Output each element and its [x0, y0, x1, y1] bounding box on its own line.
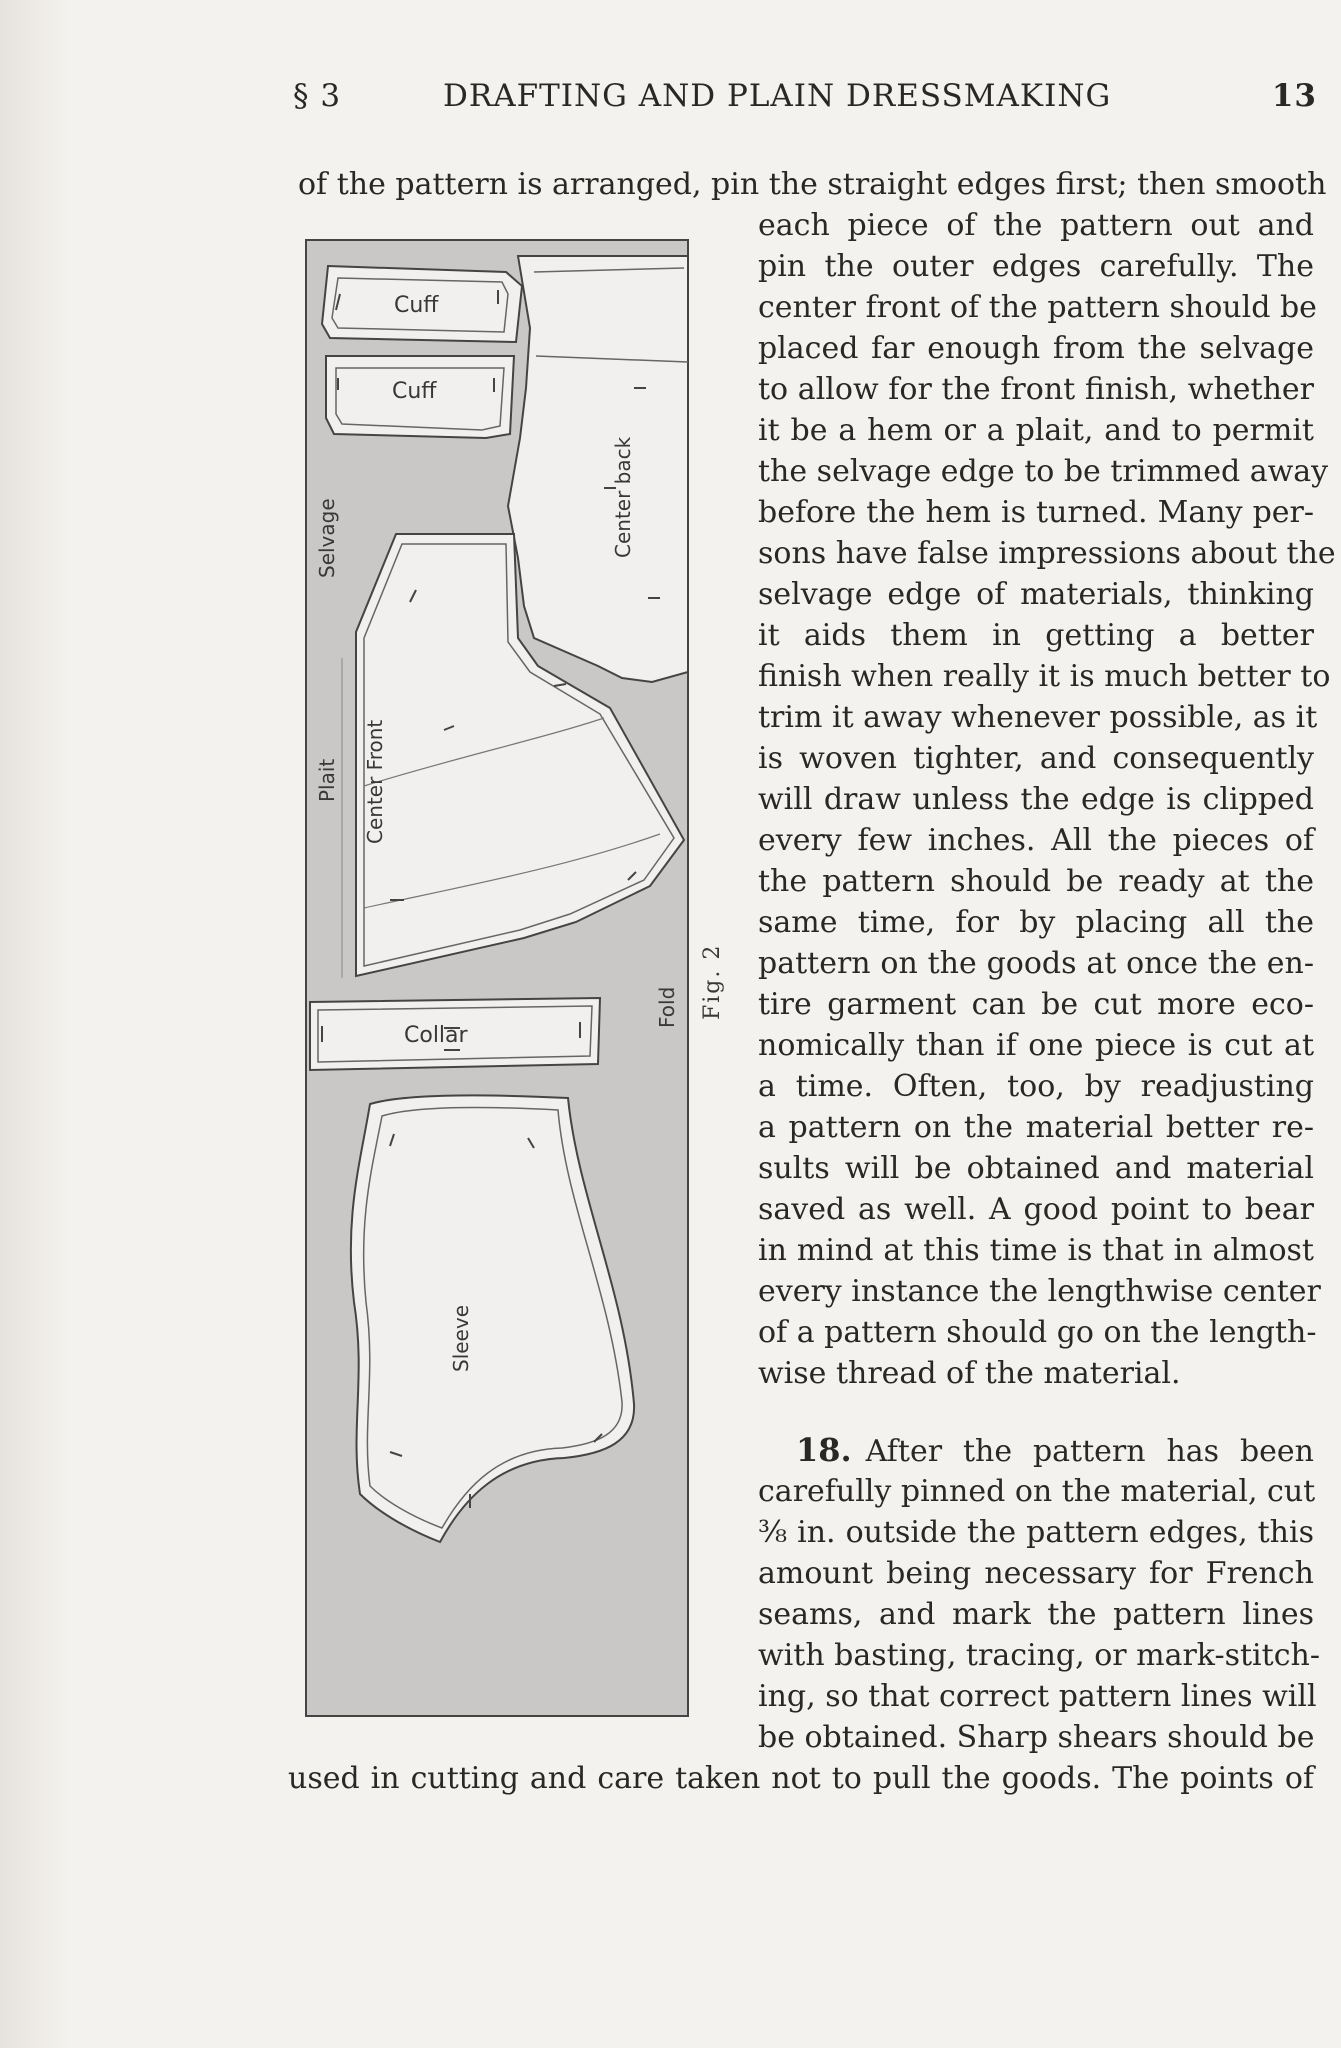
- paragraph-number: 18.: [796, 1431, 852, 1469]
- body-line-28: every instance the lengthwise center: [758, 1274, 1321, 1309]
- body-line-30: wise thread of the material.: [758, 1356, 1181, 1391]
- paragraph-18-line-2: carefully pinned on the material, cut: [758, 1474, 1316, 1509]
- body-line-29: of a pattern should go on the length-: [758, 1315, 1317, 1350]
- body-line-3: pin the outer edges carefully. The: [758, 249, 1314, 284]
- body-line-14: trim it away whenever possible, as it: [758, 700, 1318, 735]
- paragraph-18-line-8: be obtained. Sharp shears should be: [758, 1720, 1315, 1755]
- figure-caption-text: Fig. 2: [700, 943, 725, 1020]
- body-line-23: a time. Often, too, by readjusting: [758, 1069, 1314, 1104]
- body-line-7: it be a hem or a plait, and to permit: [758, 413, 1314, 448]
- body-line-27: in mind at this time is that in almost: [758, 1233, 1314, 1268]
- body-line-18: the pattern should be ready at the: [758, 864, 1314, 899]
- running-header: [293, 78, 1317, 118]
- center-back-label: Center back: [611, 436, 635, 558]
- body-line-21: tire garment can be cut more eco-: [758, 987, 1314, 1022]
- cuff-label-bottom: Cuff: [392, 379, 437, 404]
- body-line-26: saved as well. A good point to bear: [758, 1192, 1314, 1227]
- paragraph-18-line-3: ⅜ in. outside the pattern edges, this: [758, 1515, 1314, 1550]
- body-line-4: center front of the pattern should be: [758, 290, 1317, 325]
- center-front-label: Center Front: [363, 719, 387, 844]
- paragraph-18-line-1: After the pattern has been: [865, 1434, 1314, 1469]
- running-title: DRAFTING AND PLAIN DRESSMAKING: [443, 78, 1112, 114]
- body-line-1: of the pattern is arranged, pin the straight edges first; then smooth: [298, 167, 1327, 202]
- pattern-layout-diagram: [304, 238, 690, 1718]
- page-gutter: [0, 0, 70, 2048]
- paragraph-18-line-5: seams, and mark the pattern lines: [758, 1597, 1314, 1632]
- paragraph-18-line-7: ing, so that correct pattern lines will: [758, 1679, 1317, 1714]
- back-piece: [508, 256, 688, 682]
- body-line-15: is woven tighter, and consequently: [758, 741, 1314, 776]
- paragraph-18-line-4: amount being necessary for French: [758, 1556, 1314, 1591]
- body-line-25: sults will be obtained and material: [758, 1151, 1314, 1186]
- fold-label: Fold: [655, 986, 679, 1028]
- body-line-9: before the hem is turned. Many per-: [758, 495, 1314, 530]
- body-line-17: every few inches. All the pieces of: [758, 823, 1314, 858]
- paragraph-18-line-6: with basting, tracing, or mark-stitch-: [758, 1638, 1320, 1673]
- paragraph-18-line-9: used in cutting and care taken not to pull the goods. The points of: [288, 1761, 1314, 1796]
- body-line-12: it aids them in getting a better: [758, 618, 1314, 653]
- paragraph-18-first-line: [796, 1430, 1314, 1472]
- body-line-13: finish when really it is much better to: [758, 659, 1331, 694]
- page-number: 13: [1271, 78, 1317, 114]
- section-number: § 3: [293, 78, 342, 114]
- body-line-2: each piece of the pattern out and: [758, 208, 1314, 243]
- pattern-layout-figure: [304, 238, 690, 1718]
- body-line-16: will draw unless the edge is clipped: [758, 782, 1314, 817]
- body-line-6: to allow for the front finish, whether: [758, 372, 1314, 407]
- body-line-11: selvage edge of materials, thinking: [758, 577, 1314, 612]
- body-line-10: sons have false impressions about the: [758, 536, 1336, 571]
- body-line-5: placed far enough from the selvage: [758, 331, 1314, 366]
- body-line-22: nomically than if one piece is cut at: [758, 1028, 1314, 1063]
- selvage-label: Selvage: [315, 498, 339, 578]
- body-line-8: the selvage edge to be trimmed away: [758, 454, 1329, 489]
- figure-caption: [700, 920, 740, 1040]
- plait-label: Plait: [315, 758, 339, 802]
- collar-label: Collar: [404, 1023, 468, 1048]
- body-line-24: a pattern on the material better re-: [758, 1110, 1314, 1145]
- body-line-19: same time, for by placing all the: [758, 905, 1314, 940]
- body-line-20: pattern on the goods at once the en-: [758, 946, 1314, 981]
- sleeve-label: Sleeve: [449, 1304, 473, 1372]
- cuff-label-top: Cuff: [394, 293, 439, 318]
